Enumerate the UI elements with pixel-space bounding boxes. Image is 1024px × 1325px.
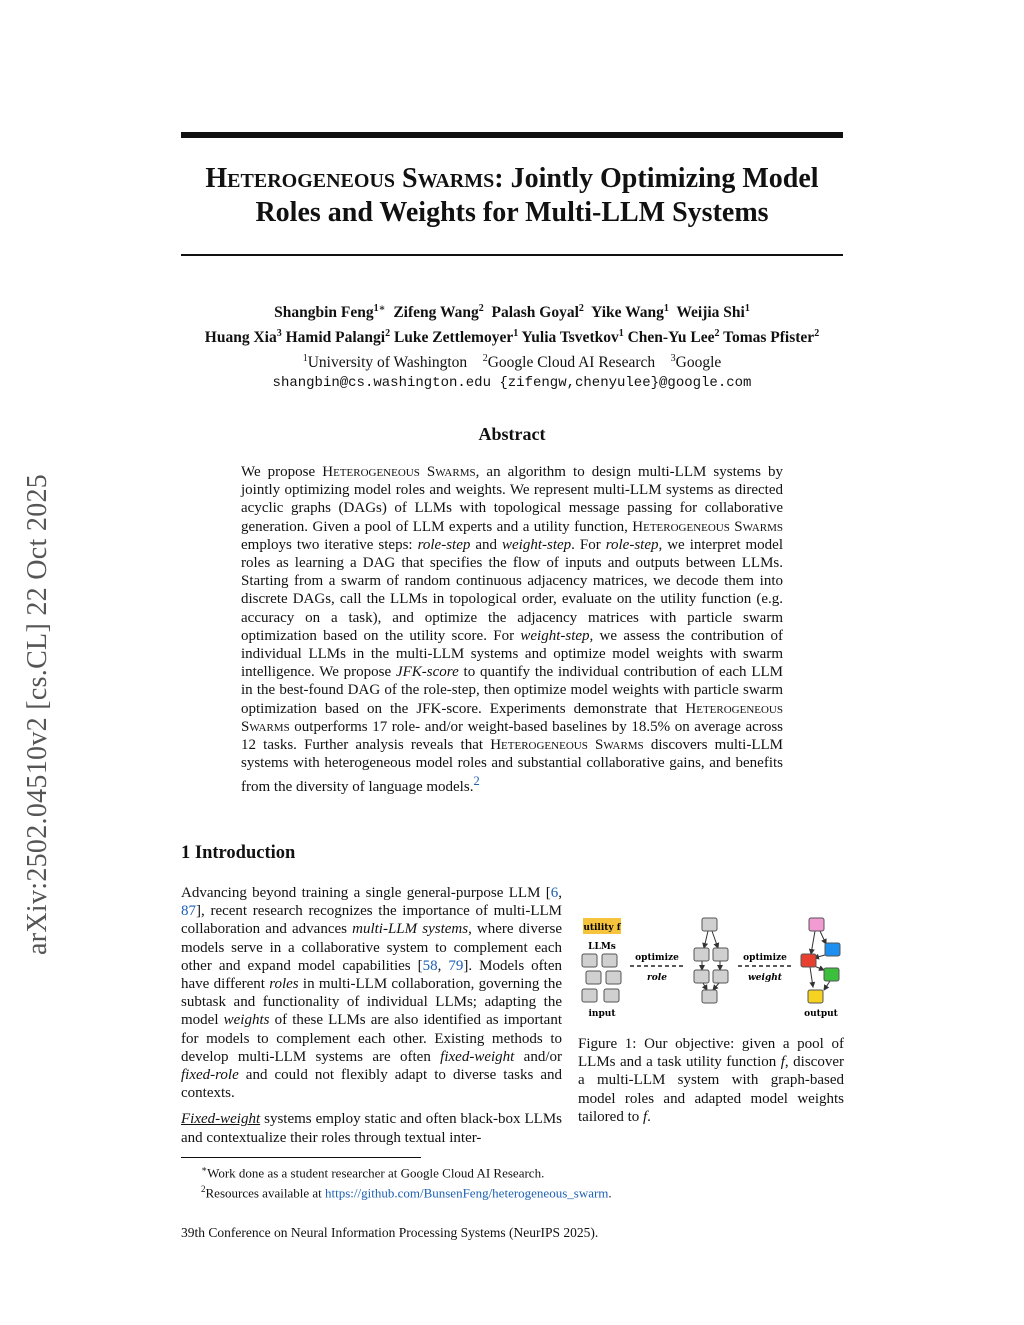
llm-node-pink bbox=[809, 918, 824, 931]
llm-node-blue bbox=[825, 943, 840, 956]
section-heading-introduction: 1 Introduction bbox=[181, 843, 296, 863]
llm-pool bbox=[582, 954, 621, 1002]
intro-paragraph-2: Fixed-weight systems employ static and often black-box LLMs and contextualize their roles through textual inter- bbox=[181, 1111, 562, 1146]
llm-node bbox=[582, 989, 597, 1002]
introduction-text bbox=[181, 884, 562, 1155]
footnote-2-link[interactable]: 2 bbox=[473, 774, 480, 789]
role-dag-nodes bbox=[694, 918, 728, 1003]
citation-link[interactable]: 79 bbox=[448, 957, 464, 974]
utility-label: utility f bbox=[583, 923, 621, 933]
arxiv-stamp: arXiv:2502.04510v2 [cs.CL] 22 Oct 2025 bbox=[22, 473, 53, 955]
title-top-rule bbox=[181, 132, 843, 138]
optimize-role-label: optimize bbox=[635, 953, 679, 963]
llm-node bbox=[582, 954, 597, 967]
title-line1: : Jointly Optimizing Model bbox=[494, 163, 819, 194]
output-label: output bbox=[804, 1009, 838, 1019]
title-method-name: Heterogeneous Swarms bbox=[205, 163, 495, 194]
llm-node bbox=[702, 918, 717, 931]
citation-link[interactable]: 58 bbox=[422, 957, 438, 974]
affiliations: $^1$University of Washington $^2$Google Cloud AI Research $^3$Google bbox=[302, 353, 722, 372]
github-link[interactable]: https://github.com/BunsenFeng/heterogeneous_swarm bbox=[324, 1185, 609, 1201]
input-label: input bbox=[588, 1009, 616, 1019]
llm-node-green bbox=[824, 968, 839, 981]
llm-node bbox=[713, 948, 728, 961]
author-emails: shangbin@cs.washington.edu {zifengw,chenyulee}@google.com bbox=[272, 375, 752, 392]
citation-link[interactable]: 6 bbox=[550, 885, 559, 901]
figure-1-caption: Figure 1: Our objective: given a pool of LLMs and a task utility function f, discover a multi-LLM system with graph-based model roles and adapted model weights tailored to f. bbox=[578, 1036, 844, 1125]
abstract-heading: Abstract bbox=[478, 424, 546, 444]
author-block bbox=[150, 298, 874, 394]
footnote-rule bbox=[181, 1157, 421, 1158]
role-label: role bbox=[647, 973, 667, 983]
llm-node-red bbox=[801, 954, 816, 967]
footnote-2: $^2$Resources available at https://github.com/BunsenFeng/heterogeneous_swarm. bbox=[201, 1184, 612, 1201]
footnotes bbox=[181, 1161, 843, 1202]
figure-1-diagram bbox=[578, 914, 844, 1024]
author-names-line1: Shangbin Feng$^{1∗}$ Zifeng Wang$^2$ Palash Goyal$^2$ Yike Wang$^1$ Weijia Shi$^1$ bbox=[274, 303, 750, 322]
figure-1 bbox=[578, 914, 844, 1024]
llm-node bbox=[606, 971, 621, 984]
paper-title bbox=[150, 162, 874, 230]
intro-paragraph-1: Advancing beyond training a single general-purpose LLM [6, 87], recent research recognizes the importance of multi-LLM collaboration and advances multi-LLM systems, where diverse models serve in a collaborative system to complement each other and expand model capabilities [58, 79]. Models often have different roles in multi-LLM collaboration, governing the subtask and functionality of individual LLMs; adapting the model weights of these LLMs are also identified as important for models to complement each other. Existing methods to develop multi-LLM systems are often fixed-weight and/or fixed-role and could not flexibly adapt to diverse tasks and contexts. bbox=[181, 885, 563, 1102]
citation-link[interactable]: 87 bbox=[181, 903, 196, 920]
llm-node bbox=[586, 971, 601, 984]
llm-node bbox=[604, 989, 619, 1002]
optimize-weight-label: optimize bbox=[743, 953, 787, 963]
llm-node-yellow bbox=[808, 990, 823, 1003]
author-names-line2: Huang Xia$^3$ Hamid Palangi$^2$ Luke Zettlemoyer$^1$ Yulia Tsvetkov$^1$ Chen-Yu Lee$^2$ Tomas Pfister$^2$ bbox=[204, 328, 820, 347]
llm-node bbox=[694, 948, 709, 961]
llm-node bbox=[702, 990, 717, 1003]
title-line2: Roles and Weights for Multi-LLM Systems bbox=[255, 197, 769, 228]
llm-node bbox=[602, 954, 617, 967]
title-bottom-rule bbox=[181, 254, 843, 256]
abstract-body: We propose Heterogeneous Swarms, an algorithm to design multi-LLM systems by jointly optimizing model roles and weights. We represent multi-LLM systems as directed acyclic graphs (DAGs) of LLMs with topological message passing for collaborative generation. Given a pool of LLM experts and a utility function, Heterogeneous Swarms employs two iterative steps: role-step and weight-step. For role-step, we interpret model roles as learning a DAG that specifies the flow of inputs and outputs between LLMs. Starting from a swarm of random continuous adjacency matrices, we decode them into discrete DAGs, call the LLMs in topological order, evaluate on the utility function (e.g. accuracy on a task), and optimize the adjacency matrices with particle swarm optimization based on the utility score. For weight-step, we assess the contribution of individual LLMs in the multi-LLM systems and optimize model weights with swarm intelligence. We propose JFK-score to quantify the individual contribution of each LLM in the best-found DAG of the role-step, then optimize model weights with particle swarm optimization based on the JFK-score. Experiments demonstrate that Heterogeneous Swarms outperforms 17 role- and/or weight-based baselines by 18.5% on average across 12 tasks. Further analysis reveals that Heterogeneous Swarms discovers multi-LLM systems with heterogeneous model roles and substantial collaborative gains, and benefits from the diversity of language models.$^2$ bbox=[241, 464, 784, 796]
llm-node bbox=[694, 970, 709, 983]
llms-label: LLMs bbox=[588, 942, 616, 952]
weight-label: weight bbox=[748, 973, 782, 983]
llm-node bbox=[713, 970, 728, 983]
venue-footer: 39th Conference on Neural Information Processing Systems (NeurIPS 2025). bbox=[181, 1225, 599, 1240]
footnote-1: ∗Work done as a student researcher at Google Cloud AI Research. bbox=[201, 1164, 545, 1181]
